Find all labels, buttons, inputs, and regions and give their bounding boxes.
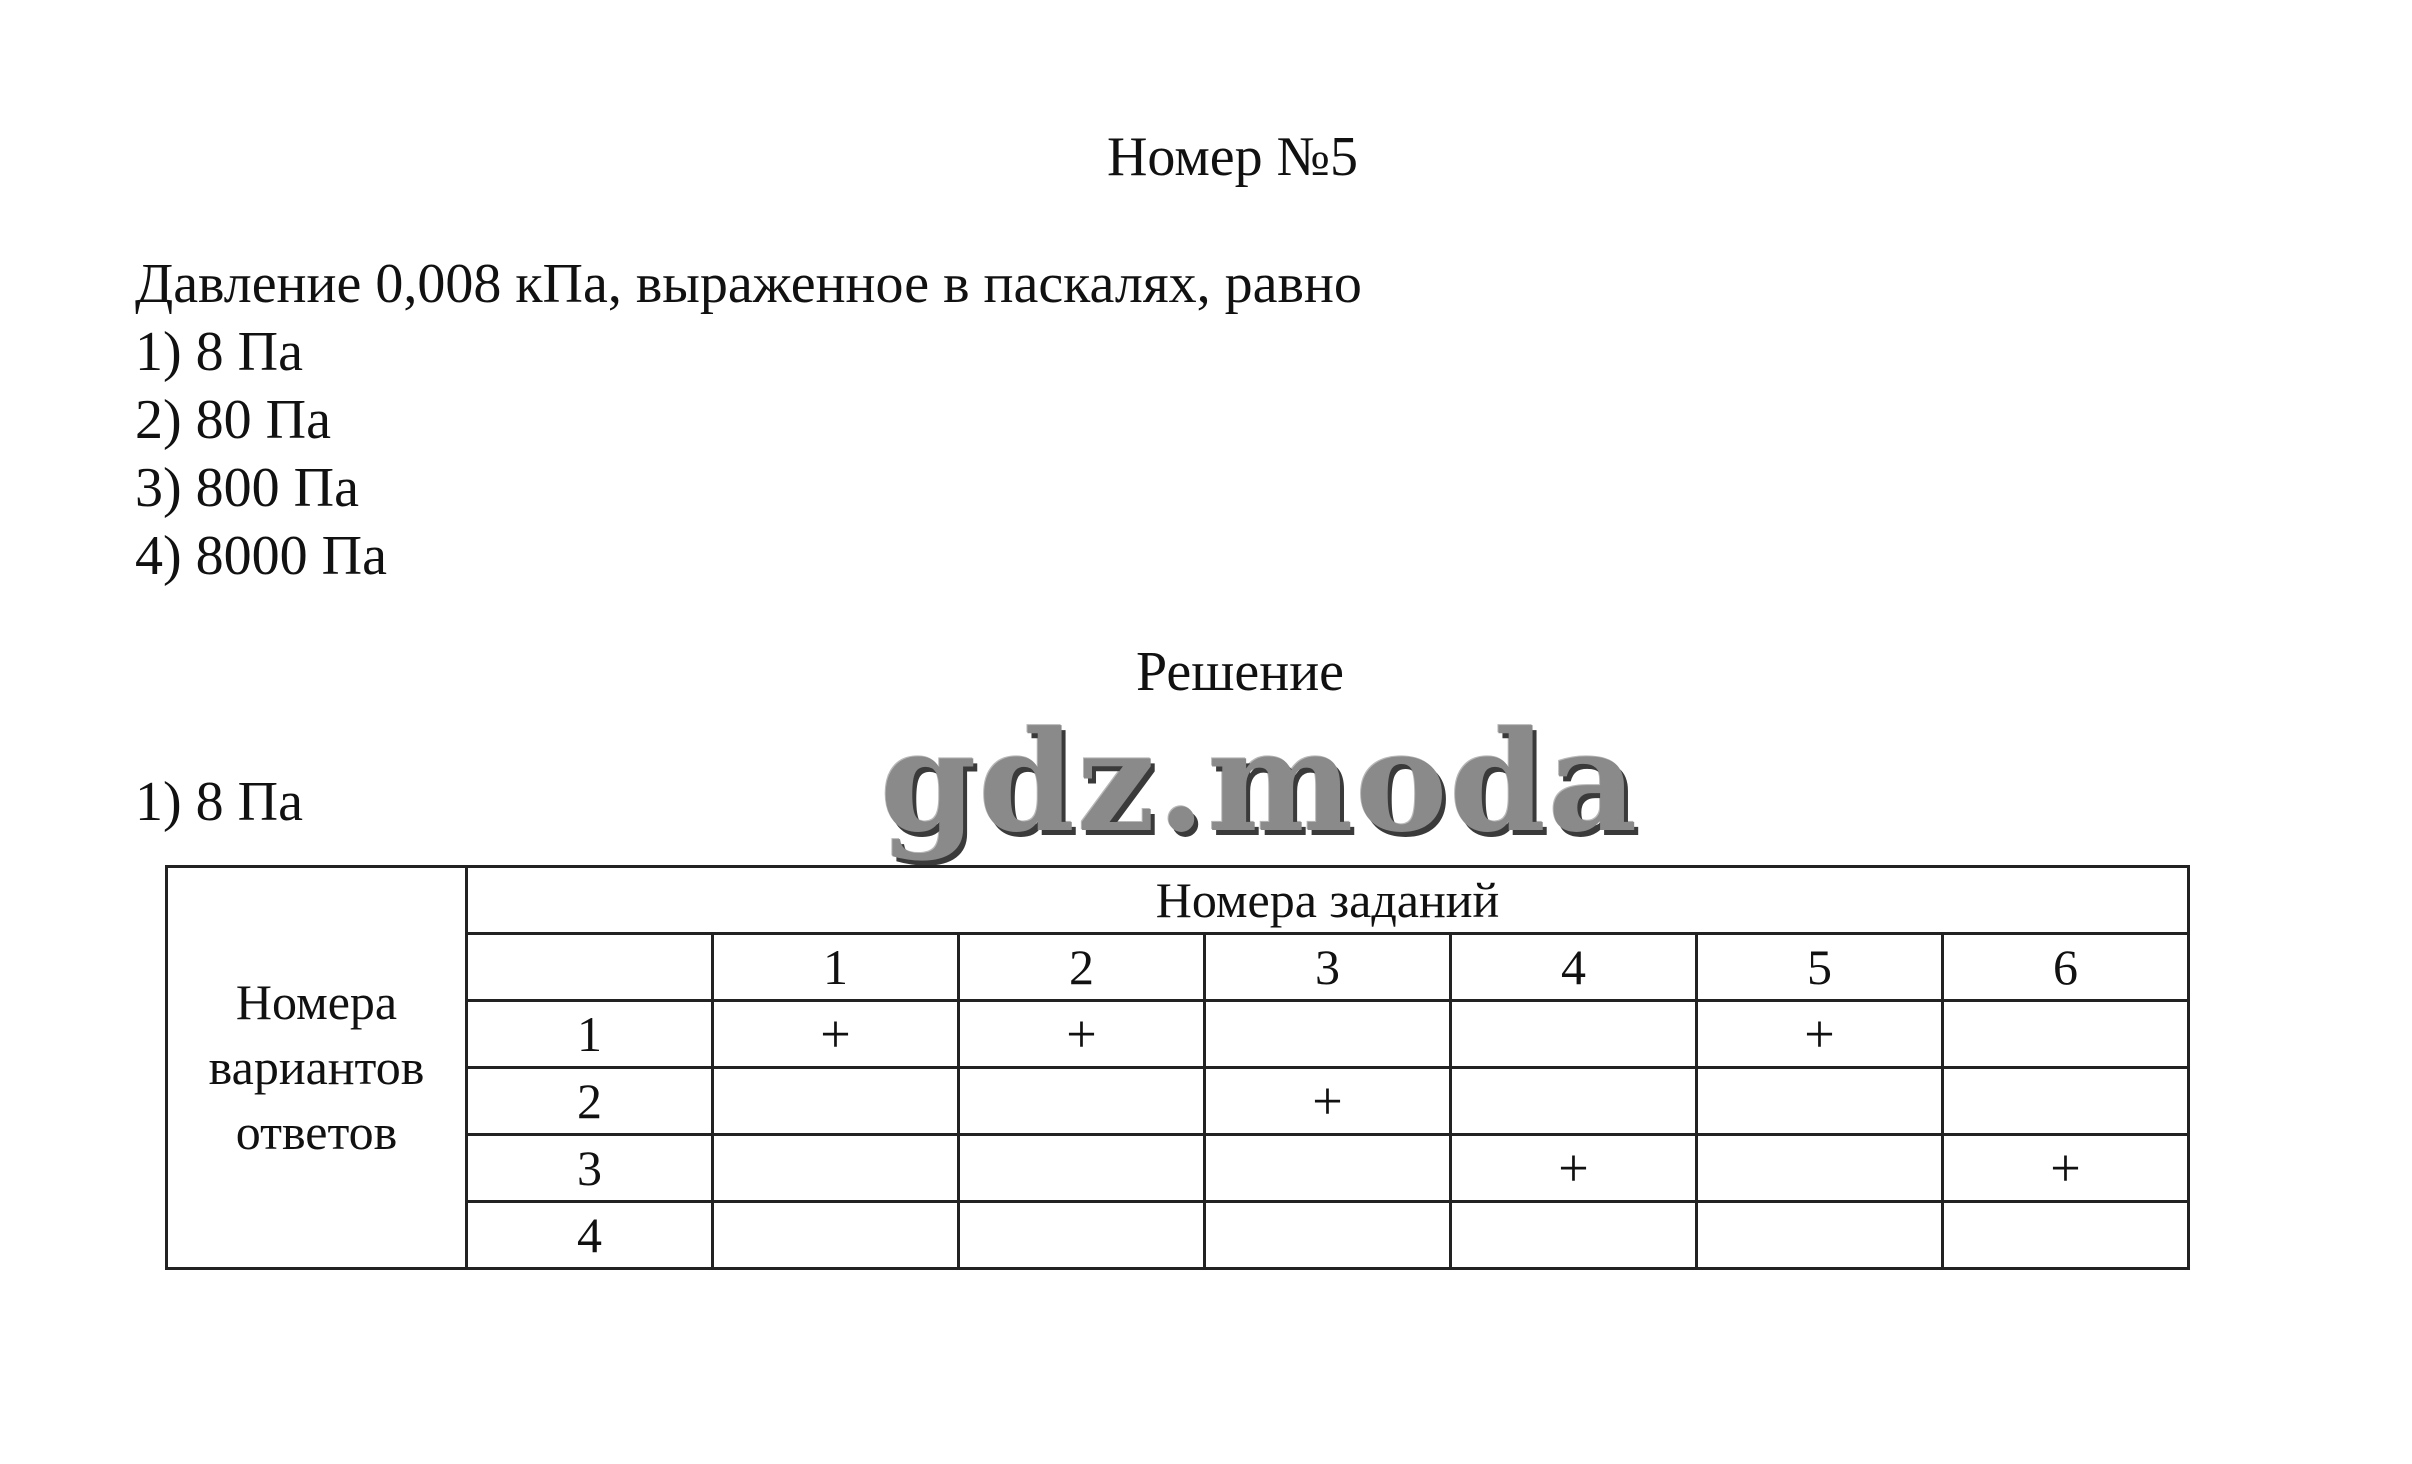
option-2: 2) 80 Па [135,389,331,451]
mark-cell [713,1135,959,1202]
task-number: 3 [1205,934,1451,1001]
task-numbers-row [167,934,2189,1001]
task-number: 4 [1451,934,1697,1001]
mark-cell [713,1202,959,1269]
table-header-row [167,867,2189,934]
mark-cell [1943,1001,2189,1068]
mark-cell [1451,1202,1697,1269]
mark-cell [1451,1001,1697,1068]
variants-header-cell [167,867,467,1269]
mark-cell: + [959,1001,1205,1068]
option-1: 1) 8 Па [135,321,303,383]
answer-text: 1) 8 Па [135,771,303,833]
option-4: 4) 8000 Па [135,525,387,587]
watermark-logo: gdz.moda [880,700,1640,863]
mark-cell [1697,1135,1943,1202]
mark-cell: + [713,1001,959,1068]
table-row [167,1135,2189,1202]
answer-table [165,865,2190,1270]
mark-cell [713,1068,959,1135]
mark-cell: + [1205,1068,1451,1135]
mark-cell [959,1202,1205,1269]
task-number: 6 [1943,934,2189,1001]
variants-header-line: Номера [235,974,398,1030]
mark-cell: + [1697,1001,1943,1068]
task-number: 1 [713,934,959,1001]
tasks-header-cell: Номера заданий [467,867,2189,934]
mark-cell [959,1068,1205,1135]
task-number: 5 [1697,934,1943,1001]
mark-cell [959,1135,1205,1202]
variant-number: 1 [467,1001,713,1068]
variant-number: 3 [467,1135,713,1202]
mark-cell: + [1943,1135,2189,1202]
solution-heading: Решение [1135,641,1345,703]
variant-number: 2 [467,1068,713,1135]
mark-cell [1205,1135,1451,1202]
mark-cell [1205,1202,1451,1269]
mark-cell [1697,1202,1943,1269]
variants-header-line: ответов [235,1104,398,1160]
empty-corner-cell [467,934,713,1001]
variants-header-line: вариантов [208,1039,425,1095]
mark-cell [1697,1068,1943,1135]
page-title: Номер №5 [1106,126,1359,188]
table-row [167,1068,2189,1135]
task-number: 2 [959,934,1205,1001]
mark-cell [1205,1001,1451,1068]
question-text: Давление 0,008 кПа, выраженное в паскалях, равно [135,253,1362,315]
mark-cell [1943,1202,2189,1269]
variant-number: 4 [467,1202,713,1269]
table-row [167,1202,2189,1269]
mark-cell [1451,1068,1697,1135]
option-3: 3) 800 Па [135,457,359,519]
mark-cell [1943,1068,2189,1135]
mark-cell: + [1451,1135,1697,1202]
table-row [167,1001,2189,1068]
